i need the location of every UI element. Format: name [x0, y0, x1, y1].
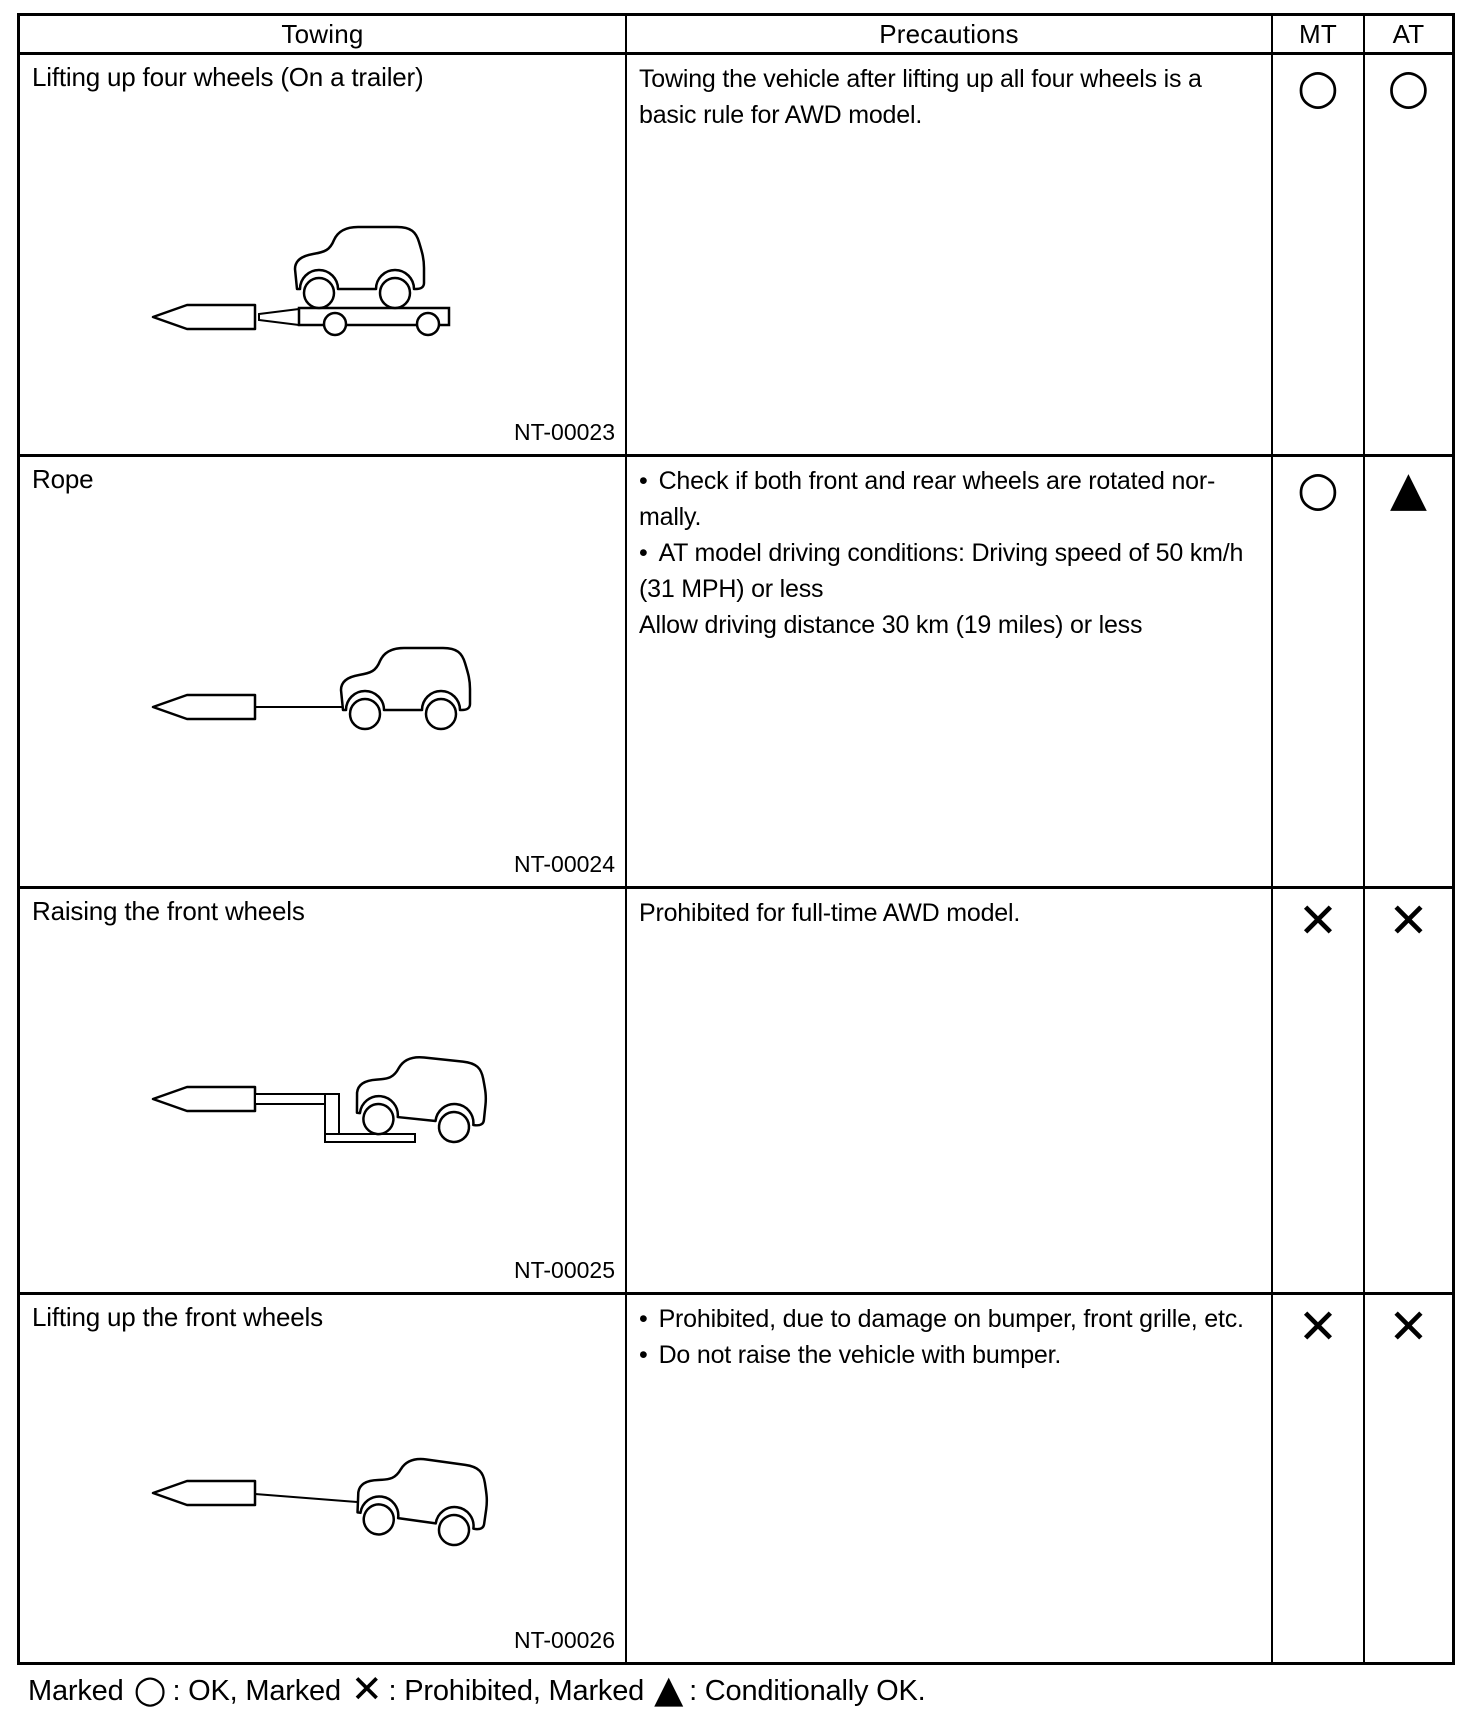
towing-cell-raising-front-wheels	[20, 886, 625, 1292]
towing-method-label: Rope	[32, 464, 94, 494]
column-header-mt: MT	[1271, 16, 1363, 52]
precaution-line: Allow driving distance 30 km (19 miles) or less	[639, 611, 1143, 639]
column-header-precautions: Precautions	[625, 16, 1271, 52]
circle-ok-mark: ○	[1297, 59, 1339, 115]
cross-prohibited-mark: ✕	[1297, 1299, 1339, 1355]
triangle-conditional-mark: ▲	[654, 1667, 684, 1711]
towing-cell-lifting-front-wheels	[20, 1292, 625, 1662]
at-mark-cell	[1363, 52, 1452, 454]
cross-prohibited-mark: ✕	[350, 1667, 383, 1711]
towing-method-label: Lifting up the front wheels	[32, 1302, 323, 1332]
towing-method-label: Lifting up four wheels (On a trailer)	[32, 62, 424, 92]
precautions-cell	[625, 1292, 1271, 1662]
legend-text: : Conditionally OK.	[689, 1674, 926, 1707]
legend-text: : OK, Marked	[172, 1674, 341, 1707]
car-on-trailer-illustration	[143, 217, 503, 377]
legend-text: Marked	[28, 1674, 124, 1707]
at-mark-cell	[1363, 1292, 1452, 1662]
precaution-line: Towing the vehicle after lifting up all four wheels is a basic rule for AWD model.	[639, 65, 1202, 129]
at-mark-cell	[1363, 886, 1452, 1292]
circle-ok-mark: ○	[1387, 59, 1430, 115]
mt-mark-cell	[1271, 52, 1363, 454]
figure-number: NT-00026	[513, 1627, 615, 1653]
legend-text: : Prohibited, Marked	[388, 1674, 645, 1707]
precautions-cell	[625, 52, 1271, 454]
precaution-line: • Prohibited, due to damage on bumper, front grille, etc.	[639, 1301, 1259, 1337]
precautions-cell	[625, 886, 1271, 1292]
cross-prohibited-mark: ✕	[1388, 1299, 1429, 1355]
marks-legend	[28, 1667, 926, 1711]
column-header-at: AT	[1363, 16, 1452, 52]
triangle-conditional-mark: ▲	[1390, 461, 1427, 517]
towing-method-label: Raising the front wheels	[32, 896, 305, 926]
mt-mark-cell	[1271, 1292, 1363, 1662]
mt-mark-cell	[1271, 454, 1363, 886]
at-mark-cell	[1363, 454, 1452, 886]
mt-mark-cell	[1271, 886, 1363, 1292]
precaution-line: • Do not raise the vehicle with bumper.	[639, 1337, 1259, 1373]
cross-prohibited-mark: ✕	[1297, 893, 1339, 949]
towing-cell-rope	[20, 454, 625, 886]
precaution-line: Prohibited for full-time AWD model.	[639, 899, 1021, 927]
towing-dolly-illustration	[143, 999, 503, 1167]
circle-ok-mark: ○	[133, 1667, 167, 1711]
car-towed-by-rope-illustration	[143, 607, 503, 767]
precautions-cell	[625, 454, 1271, 886]
cross-prohibited-mark: ✕	[1388, 893, 1429, 949]
column-header-towing: Towing	[281, 18, 364, 49]
precaution-line: • Check if both front and rear wheels are rotated nor- mally.	[639, 463, 1259, 535]
circle-ok-mark: ○	[1297, 461, 1339, 517]
figure-number: NT-00025	[513, 1257, 615, 1283]
figure-number: NT-00023	[513, 419, 615, 445]
precaution-line: • AT model driving conditions: Driving speed of 50 km/h (31 MPH) or less	[639, 535, 1259, 607]
towing-cell-trailer	[20, 52, 625, 454]
towing-precautions-table	[17, 13, 1455, 1665]
figure-number: NT-00024	[513, 851, 615, 877]
bumper-lift-illustration	[143, 1400, 503, 1568]
